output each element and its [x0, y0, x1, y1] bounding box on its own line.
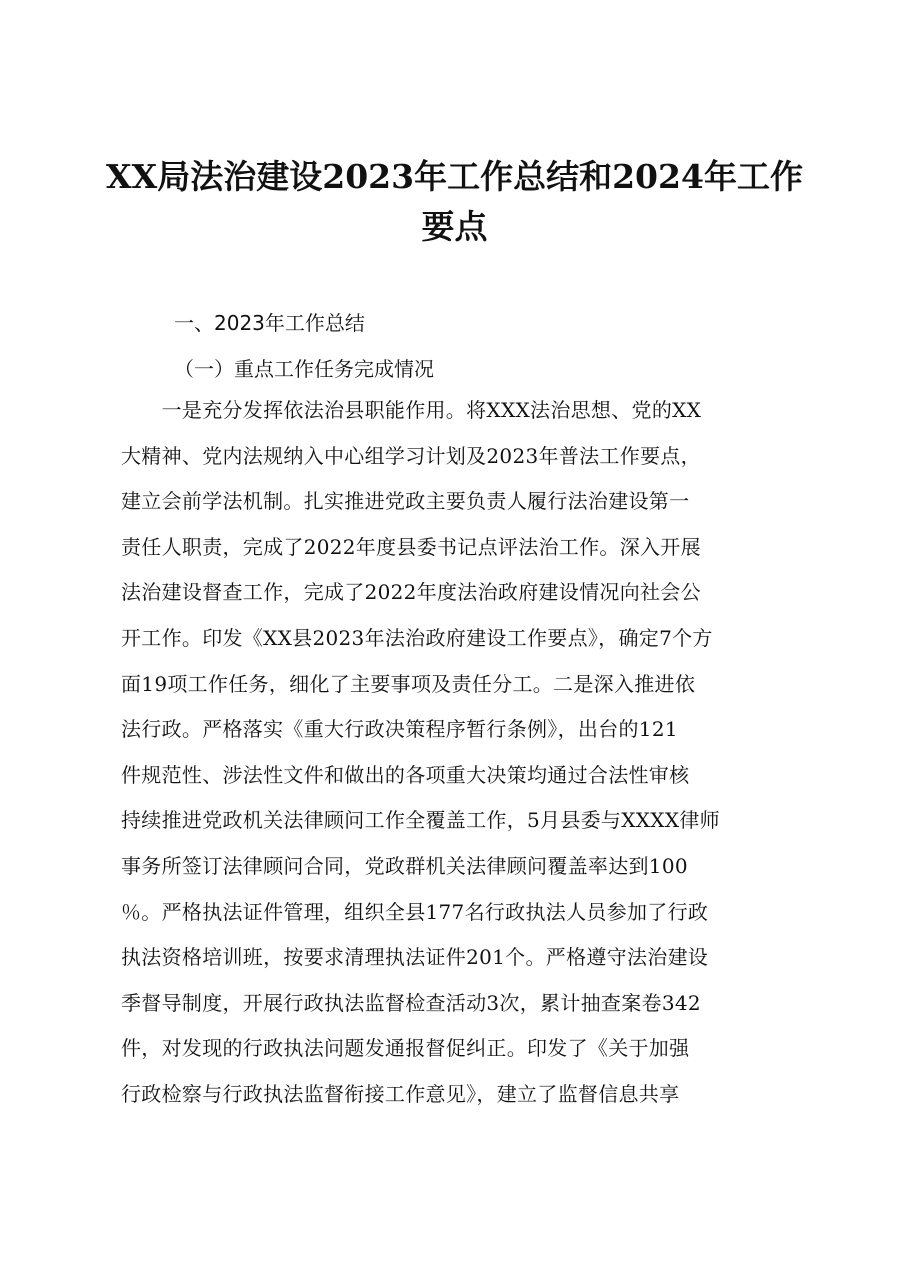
body-line: 法治建设督查工作，完成了2022年度法治政府建设情况向社会公: [121, 580, 701, 605]
body-line: 件，对发现的行政执法问题发通报督促纠正。印发了《关于加强: [121, 1036, 690, 1061]
body-line: 季督导制度，开展行政执法监督检查活动3次，累计抽查案卷342: [121, 990, 701, 1015]
body-line: 件规范性、涉法性文件和做出的各项重大决策均通过合法性审核: [121, 762, 690, 787]
body-line: 开工作。印发《XX县2023年法治政府建设工作要点》，确定7个方: [121, 625, 713, 650]
section-heading: 一、2023年工作总结: [174, 311, 365, 335]
body-line: 持续推进党政机关法律顾问工作全覆盖工作，5月县委与XXXX律师: [121, 808, 720, 833]
subsection-heading: （一）重点工作任务完成情况: [174, 357, 434, 381]
body-line: 责任人职责，完成了2022年度县委书记点评法治工作。深入开展: [121, 534, 701, 559]
body-paragraph: [121, 388, 821, 1118]
body-line: 行政检察与行政执法监督衔接工作意见》，建立了监督信息共享: [121, 1081, 680, 1106]
body-line: 执法资格培训班，按要求清理执法证件201个。严格遵守法治建设: [121, 945, 709, 970]
body-line: 一是充分发挥依法治县职能作用。将XXX法治思想、党的XX: [121, 398, 702, 422]
body-line: 事务所签订法律顾问合同，党政群机关法律顾问覆盖率达到100: [121, 853, 688, 878]
body-line: 大精神、党内法规纳入中心组学习计划及2023年普法工作要点，: [121, 443, 701, 468]
body-line: 面19项工作任务，细化了主要事项及责任分工。二是深入推进依: [121, 671, 696, 696]
body-line: ％。严格执法证件管理，组织全县177名行政执法人员参加了行政: [121, 899, 709, 924]
body-line: 建立会前学法机制。扎实推进党政主要负责人履行法治建设第一: [121, 489, 690, 514]
body-line: 法行政。严格落实《重大行政决策程序暂行条例》，出台的121: [121, 717, 678, 742]
document-title: XX局法治建设2023年工作总结和2024年工作要点: [106, 157, 803, 246]
